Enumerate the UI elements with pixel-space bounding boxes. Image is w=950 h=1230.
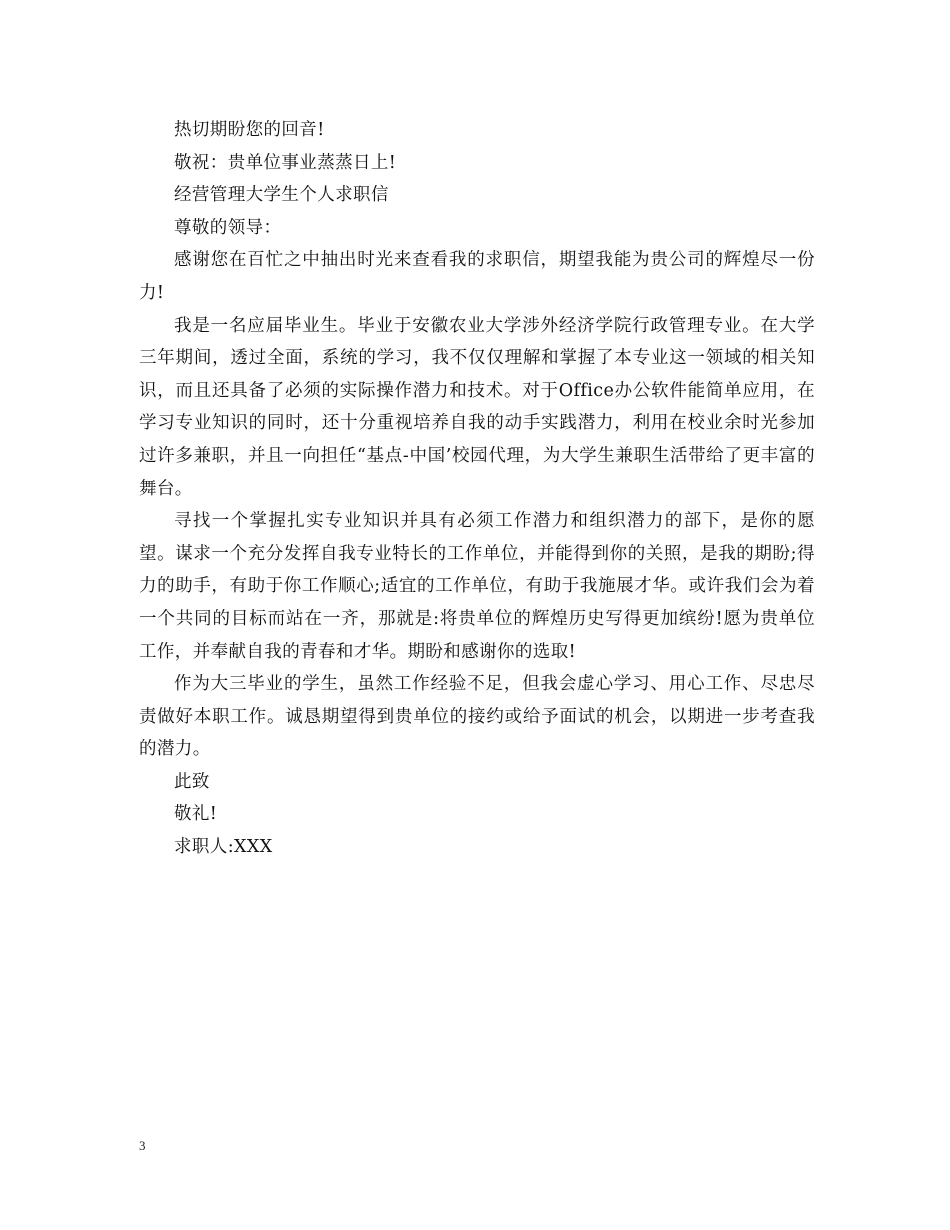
paragraph-thanks: 感谢您在百忙之中抽出时光来查看我的求职信，期望我能为贵公司的辉煌尽一份力! — [139, 250, 815, 303]
salutation: 尊敬的领导： — [174, 217, 282, 238]
letter-title: 经营管理大学生个人求职信 — [174, 185, 389, 206]
paragraph-aspiration: 寻找一个掌握扎实专业知识并具有必须工作潜力和组织潜力的部下，是你的愿望。谋求一个充分发挥自我专业特长的工作单位，并能得到你的关照，是我的期盼;得力的助手，有助于你工作顺心;适宜的工作单位，有助于我施展才华。或许我们会为着一个共同的目标而站在一齐，那就是:将贵单位的辉煌历史写得更加缤纷!愿为贵单位工作，并奉献自我的青春和才华。期盼和感谢你的选取! — [139, 511, 815, 662]
page-number: 3 — [139, 1138, 146, 1153]
closing-jingli: 敬礼! — [174, 804, 218, 825]
signature-line: 求职人:XXX — [174, 837, 273, 858]
paragraph-introduction: 我是一名应届毕业生。毕业于安徽农业大学涉外经济学院行政管理专业。在大学三年期间，透过全面，系统的学习，我不仅仅理解和掌握了本专业这一领域的相关知识，而且还具备了必须的实际操作潜力和技术。对于Office办公软件能简单应用，在学习专业知识的同时，还十分重视培养自我的动手实践潜力，利用在校业余时光参加过许多兼职，并且一向担任“基点-中国’校园代理，为大学生兼职生活带给了更丰富的舞台。 — [139, 315, 815, 499]
closing-zhici: 此致 — [174, 771, 210, 792]
regards-line: 敬祝：贵单位事业蒸蒸日上! — [174, 152, 397, 173]
paragraph-commitment: 作为大三毕业的学生，虽然工作经验不足，但我会虚心学习、用心工作、尽忠尽责做好本职工作。诚恳期望得到贵单位的接约或给予面试的机会，以期进一步考查我的潜力。 — [139, 674, 815, 760]
closing-hope-line: 热切期盼您的回音! — [174, 120, 325, 140]
letter-body — [139, 114, 815, 864]
